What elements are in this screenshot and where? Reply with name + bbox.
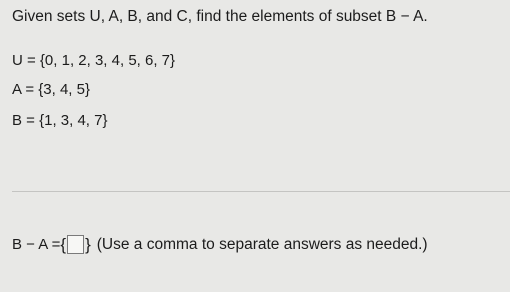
set-a-definition: A = {3, 4, 5}	[12, 81, 90, 98]
set-b-definition: B = {1, 3, 4, 7}	[12, 112, 108, 129]
answer-label: B − A =	[12, 236, 61, 253]
answer-input[interactable]	[67, 235, 84, 254]
open-brace: {	[60, 235, 67, 254]
answer-hint: (Use a comma to separate answers as needed.)	[96, 235, 428, 253]
set-u-definition: U = {0, 1, 2, 3, 4, 5, 6, 7}	[12, 52, 176, 69]
answer-row	[12, 235, 428, 254]
question-text: Given sets U, A, B, and C, find the elements of subset B − A.	[12, 8, 428, 25]
section-divider	[12, 191, 510, 192]
close-brace: }	[85, 235, 91, 254]
